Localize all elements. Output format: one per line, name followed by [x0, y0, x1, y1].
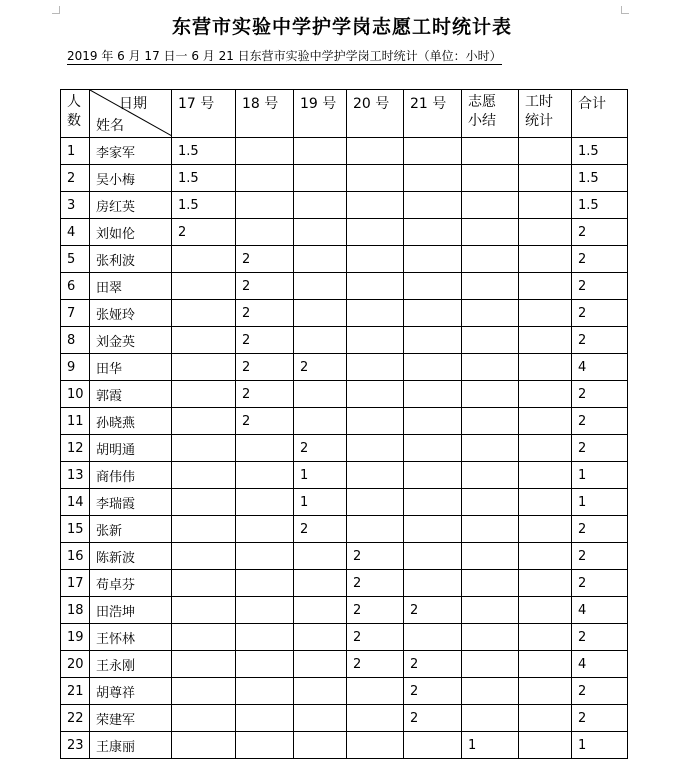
cell-day-17: 1.5 [172, 165, 236, 192]
header-total: 合计 [572, 90, 628, 138]
cell-hours [519, 327, 572, 354]
cell-day-17 [172, 462, 236, 489]
cell-day-18 [236, 678, 294, 705]
cell-hours [519, 138, 572, 165]
cell-name: 刘金英 [90, 327, 172, 354]
cell-day-17: 1.5 [172, 192, 236, 219]
header-number-line2: 数 [67, 113, 81, 129]
cell-total: 2 [572, 408, 628, 435]
cell-day-19 [294, 327, 347, 354]
cell-name: 胡尊祥 [90, 678, 172, 705]
table-row [61, 570, 628, 597]
cell-day-18: 2 [236, 246, 294, 273]
cell-number: 17 [61, 570, 90, 597]
header-summary [462, 90, 519, 138]
cell-total: 4 [572, 354, 628, 381]
cell-day-20 [347, 516, 404, 543]
cell-hours [519, 246, 572, 273]
cell-day-19 [294, 570, 347, 597]
cell-day-21 [404, 732, 462, 759]
cell-day-20 [347, 219, 404, 246]
cell-day-20 [347, 354, 404, 381]
header-day-19: 19 号 [294, 90, 347, 138]
cell-day-21 [404, 489, 462, 516]
cell-day-20: 2 [347, 570, 404, 597]
cell-summary [462, 489, 519, 516]
cell-day-17: 2 [172, 219, 236, 246]
cell-day-19 [294, 381, 347, 408]
table-body [61, 138, 628, 759]
cell-total: 1.5 [572, 138, 628, 165]
cell-day-17 [172, 597, 236, 624]
cell-day-18: 2 [236, 354, 294, 381]
table-row [61, 408, 628, 435]
cell-total: 2 [572, 543, 628, 570]
table-row [61, 624, 628, 651]
cell-total: 2 [572, 705, 628, 732]
cell-day-17 [172, 300, 236, 327]
cell-total: 2 [572, 273, 628, 300]
cell-total: 2 [572, 327, 628, 354]
cell-total: 2 [572, 300, 628, 327]
cell-number: 15 [61, 516, 90, 543]
cell-day-20 [347, 381, 404, 408]
cell-summary [462, 273, 519, 300]
cell-hours [519, 192, 572, 219]
cell-number: 22 [61, 705, 90, 732]
document-subtitle: 2019 年 6 月 17 日一 6 月 21 日东营市实验中学护学岗工时统计（单位：小时） [67, 49, 502, 63]
cell-summary [462, 651, 519, 678]
cell-hours [519, 489, 572, 516]
cell-day-21 [404, 273, 462, 300]
cell-total: 1 [572, 732, 628, 759]
cell-day-21: 2 [404, 705, 462, 732]
cell-day-20: 2 [347, 624, 404, 651]
cell-total: 4 [572, 597, 628, 624]
cell-day-17 [172, 732, 236, 759]
cell-hours [519, 516, 572, 543]
cell-day-17 [172, 543, 236, 570]
cell-day-19 [294, 273, 347, 300]
cell-day-19 [294, 219, 347, 246]
cell-day-20 [347, 678, 404, 705]
cell-day-19 [294, 543, 347, 570]
cell-day-21 [404, 192, 462, 219]
cell-day-19 [294, 138, 347, 165]
cell-day-20 [347, 246, 404, 273]
cell-day-20 [347, 273, 404, 300]
cell-hours [519, 273, 572, 300]
cell-name: 郭霞 [90, 381, 172, 408]
header-hours-line1: 工时 [525, 94, 553, 110]
cell-number: 12 [61, 435, 90, 462]
cell-summary [462, 327, 519, 354]
cell-name: 吴小梅 [90, 165, 172, 192]
cell-summary: 1 [462, 732, 519, 759]
cell-day-18 [236, 570, 294, 597]
header-day-18: 18 号 [236, 90, 294, 138]
cell-name: 荣建军 [90, 705, 172, 732]
cell-name: 田浩坤 [90, 597, 172, 624]
cell-day-21 [404, 624, 462, 651]
cell-day-18 [236, 192, 294, 219]
cell-name: 胡明通 [90, 435, 172, 462]
cell-name: 孙晓燕 [90, 408, 172, 435]
cell-number: 10 [61, 381, 90, 408]
cell-day-21 [404, 570, 462, 597]
cell-day-17 [172, 408, 236, 435]
cell-total: 2 [572, 516, 628, 543]
cell-number: 20 [61, 651, 90, 678]
cell-number: 21 [61, 678, 90, 705]
cell-day-20 [347, 138, 404, 165]
cell-name: 苟卓芬 [90, 570, 172, 597]
table-row [61, 489, 628, 516]
cell-name: 张新 [90, 516, 172, 543]
cell-day-19: 2 [294, 516, 347, 543]
cell-hours [519, 705, 572, 732]
cell-day-21 [404, 138, 462, 165]
cell-day-20 [347, 705, 404, 732]
cell-day-17 [172, 354, 236, 381]
cell-day-19 [294, 300, 347, 327]
cell-day-18 [236, 462, 294, 489]
cell-number: 11 [61, 408, 90, 435]
cell-hours [519, 165, 572, 192]
cell-name: 商伟伟 [90, 462, 172, 489]
cell-summary [462, 381, 519, 408]
cell-hours [519, 408, 572, 435]
cell-summary [462, 300, 519, 327]
cell-day-20 [347, 327, 404, 354]
cell-day-17 [172, 246, 236, 273]
cell-day-18 [236, 138, 294, 165]
cell-day-18: 2 [236, 300, 294, 327]
cell-day-20: 2 [347, 543, 404, 570]
cell-name: 王怀林 [90, 624, 172, 651]
cell-day-21 [404, 435, 462, 462]
cell-hours [519, 381, 572, 408]
header-row [61, 90, 628, 138]
table-row [61, 165, 628, 192]
cell-summary [462, 219, 519, 246]
cell-day-17 [172, 651, 236, 678]
cell-day-19 [294, 165, 347, 192]
header-day-21: 21 号 [404, 90, 462, 138]
cell-day-19 [294, 624, 347, 651]
cell-name: 房红英 [90, 192, 172, 219]
cell-number: 4 [61, 219, 90, 246]
cell-summary [462, 705, 519, 732]
cell-day-17 [172, 624, 236, 651]
table-row [61, 705, 628, 732]
cell-day-21 [404, 165, 462, 192]
cell-hours [519, 300, 572, 327]
cell-day-17 [172, 435, 236, 462]
table-row [61, 381, 628, 408]
cell-number: 7 [61, 300, 90, 327]
cell-name: 田翠 [90, 273, 172, 300]
table-row [61, 651, 628, 678]
cell-day-17 [172, 570, 236, 597]
cell-hours [519, 435, 572, 462]
table-row [61, 732, 628, 759]
cell-day-21: 2 [404, 651, 462, 678]
header-hours-line2: 统计 [525, 113, 553, 129]
cell-name: 王康丽 [90, 732, 172, 759]
cell-total: 1.5 [572, 165, 628, 192]
cell-day-19 [294, 246, 347, 273]
cell-number: 6 [61, 273, 90, 300]
header-summary-line1: 志愿 [468, 94, 496, 110]
table-row [61, 678, 628, 705]
cell-summary [462, 165, 519, 192]
cell-day-21: 2 [404, 678, 462, 705]
cell-summary [462, 408, 519, 435]
cell-hours [519, 354, 572, 381]
cell-number: 18 [61, 597, 90, 624]
cell-day-19 [294, 705, 347, 732]
cell-day-20: 2 [347, 597, 404, 624]
cell-day-21 [404, 543, 462, 570]
hours-table [60, 89, 628, 759]
table-row [61, 354, 628, 381]
header-name-label: 姓名 [96, 118, 124, 134]
cell-day-19 [294, 192, 347, 219]
cell-day-20 [347, 435, 404, 462]
cell-day-17 [172, 381, 236, 408]
document-title: 东营市实验中学护学岗志愿工时统计表 [171, 16, 512, 38]
table-row [61, 516, 628, 543]
cell-summary [462, 516, 519, 543]
cell-day-18: 2 [236, 273, 294, 300]
cell-day-21 [404, 246, 462, 273]
cell-day-17 [172, 273, 236, 300]
table-row [61, 219, 628, 246]
cell-number: 23 [61, 732, 90, 759]
cell-total: 2 [572, 219, 628, 246]
cell-day-18 [236, 732, 294, 759]
cell-summary [462, 192, 519, 219]
cell-summary [462, 462, 519, 489]
cell-day-19 [294, 408, 347, 435]
cell-day-18 [236, 543, 294, 570]
table-row [61, 246, 628, 273]
cell-total: 2 [572, 246, 628, 273]
cell-number: 1 [61, 138, 90, 165]
table-row [61, 300, 628, 327]
cell-total: 1 [572, 489, 628, 516]
header-day-17: 17 号 [172, 90, 236, 138]
cell-name: 王永刚 [90, 651, 172, 678]
cell-summary [462, 246, 519, 273]
cell-total: 2 [572, 435, 628, 462]
cell-hours [519, 651, 572, 678]
cell-hours [519, 570, 572, 597]
cell-day-17 [172, 705, 236, 732]
cell-day-21 [404, 354, 462, 381]
cell-day-20 [347, 408, 404, 435]
cell-total: 2 [572, 570, 628, 597]
table-row [61, 327, 628, 354]
cell-hours [519, 462, 572, 489]
cell-day-20 [347, 489, 404, 516]
cell-total: 2 [572, 624, 628, 651]
cell-day-17 [172, 489, 236, 516]
cell-day-21 [404, 381, 462, 408]
header-number [61, 90, 90, 138]
cell-hours [519, 597, 572, 624]
cell-day-19: 2 [294, 354, 347, 381]
table-row [61, 138, 628, 165]
table-row [61, 435, 628, 462]
cell-summary [462, 543, 519, 570]
cell-number: 5 [61, 246, 90, 273]
cell-hours [519, 219, 572, 246]
cell-summary [462, 570, 519, 597]
cell-day-20 [347, 300, 404, 327]
cell-day-21 [404, 516, 462, 543]
cell-total: 1 [572, 462, 628, 489]
cell-day-18 [236, 489, 294, 516]
cell-day-19: 1 [294, 489, 347, 516]
cell-summary [462, 624, 519, 651]
cell-day-19 [294, 651, 347, 678]
cell-day-18 [236, 435, 294, 462]
cell-day-21 [404, 300, 462, 327]
table-row [61, 597, 628, 624]
cell-day-20 [347, 192, 404, 219]
header-day-20: 20 号 [347, 90, 404, 138]
cell-number: 19 [61, 624, 90, 651]
cell-day-18 [236, 624, 294, 651]
header-date-label: 日期 [119, 96, 147, 112]
cell-name: 张娅玲 [90, 300, 172, 327]
cell-name: 刘如伦 [90, 219, 172, 246]
cell-day-19 [294, 678, 347, 705]
cell-day-21 [404, 327, 462, 354]
cell-day-20 [347, 165, 404, 192]
cell-hours [519, 678, 572, 705]
header-hours [519, 90, 572, 138]
cell-name: 张利波 [90, 246, 172, 273]
cell-number: 13 [61, 462, 90, 489]
cell-number: 8 [61, 327, 90, 354]
cell-day-18 [236, 219, 294, 246]
cell-day-17: 1.5 [172, 138, 236, 165]
cell-day-17 [172, 678, 236, 705]
cell-day-21: 2 [404, 597, 462, 624]
cell-total: 1.5 [572, 192, 628, 219]
cell-summary [462, 435, 519, 462]
cell-day-17 [172, 516, 236, 543]
table-row [61, 543, 628, 570]
cell-summary [462, 354, 519, 381]
cell-number: 9 [61, 354, 90, 381]
cell-hours [519, 732, 572, 759]
cell-day-18: 2 [236, 408, 294, 435]
cell-day-19: 1 [294, 462, 347, 489]
table-row [61, 192, 628, 219]
cell-total: 2 [572, 678, 628, 705]
cell-number: 3 [61, 192, 90, 219]
cell-day-19 [294, 732, 347, 759]
cell-day-18 [236, 705, 294, 732]
cell-day-20 [347, 462, 404, 489]
cell-day-18 [236, 516, 294, 543]
cell-day-21 [404, 408, 462, 435]
cell-day-18: 2 [236, 381, 294, 408]
cell-day-21 [404, 462, 462, 489]
cell-summary [462, 678, 519, 705]
cell-summary [462, 597, 519, 624]
cell-day-18 [236, 651, 294, 678]
header-summary-line2: 小结 [468, 113, 496, 129]
cell-day-18 [236, 165, 294, 192]
cell-hours [519, 624, 572, 651]
cell-day-20: 2 [347, 651, 404, 678]
cell-name: 李家军 [90, 138, 172, 165]
cell-name: 陈新波 [90, 543, 172, 570]
table-row [61, 273, 628, 300]
cell-day-18: 2 [236, 327, 294, 354]
cell-total: 2 [572, 381, 628, 408]
cell-number: 16 [61, 543, 90, 570]
cell-name: 田华 [90, 354, 172, 381]
cell-day-20 [347, 732, 404, 759]
table-row [61, 462, 628, 489]
cell-total: 4 [572, 651, 628, 678]
cell-hours [519, 543, 572, 570]
cell-day-18 [236, 597, 294, 624]
cell-day-17 [172, 327, 236, 354]
cell-number: 2 [61, 165, 90, 192]
cell-number: 14 [61, 489, 90, 516]
cell-day-19 [294, 597, 347, 624]
cell-summary [462, 138, 519, 165]
cell-day-21 [404, 219, 462, 246]
cell-name: 李瑞霞 [90, 489, 172, 516]
header-date-name-diagonal [90, 90, 172, 138]
cell-day-19: 2 [294, 435, 347, 462]
header-number-line1: 人 [67, 94, 81, 110]
